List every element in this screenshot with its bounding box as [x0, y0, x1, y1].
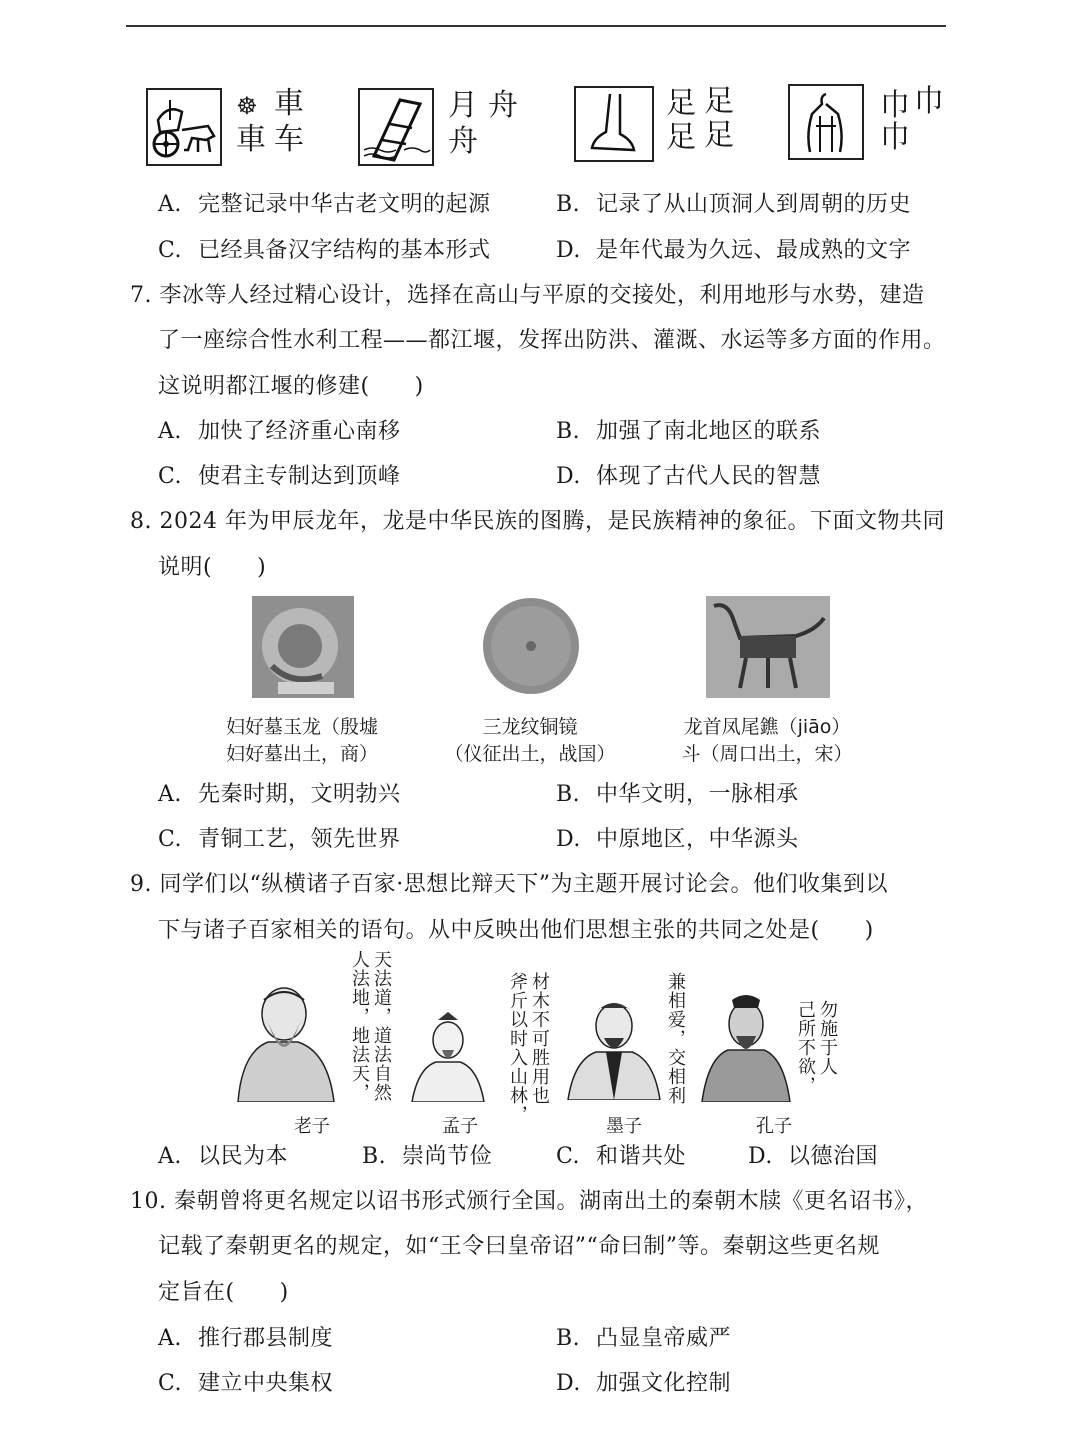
q6-option-b[interactable]: B. 记录了从山顶洞人到周朝的历史 [556, 192, 912, 217]
q6-glyph-4-tl: 巾 [880, 88, 910, 123]
chariot-pictograph [146, 88, 222, 166]
mozi-quote: 兼相爱，交相利 [665, 972, 686, 1105]
q7-option-d[interactable]: D. 体现了古代人民的智慧 [556, 464, 822, 489]
q9-stem-line-2: 下与诸子百家相关的语句。从中反映出他们思想主张的共同之处是( ) [158, 918, 874, 943]
jade-dragon-photo [252, 596, 354, 698]
q6-option-a[interactable]: A. 完整记录中华古老文明的起源 [158, 192, 491, 217]
laozi-quote-a: 人法地，地法天， [349, 950, 370, 1102]
q6-glyph-2-tr: 舟 [488, 88, 518, 123]
q7-stem-line-1: 7. 李冰等人经过精心设计，选择在高山与平原的交接处，利用地形与水势，建造 [130, 283, 925, 308]
q9-option-a[interactable]: A. 以民为本 [158, 1144, 289, 1169]
q10-option-b[interactable]: B. 凸显皇帝威严 [556, 1326, 732, 1351]
foot-icon [576, 88, 652, 160]
q8-option-b[interactable]: B. 中华文明，一脉相承 [556, 782, 799, 807]
q10-option-d[interactable]: D. 加强文化控制 [556, 1371, 732, 1396]
foot-pictograph [574, 86, 654, 162]
q6-glyph-1-tr: 車 [274, 86, 304, 121]
confucius-portrait [700, 992, 792, 1102]
q6-glyph-1-tl: ☸ [236, 92, 258, 120]
q6-glyph-2-tl: 月 [448, 88, 478, 123]
q6-glyph-1-br: 车 [274, 122, 304, 157]
mozi-portrait [566, 994, 662, 1100]
q9-stem-line-1: 9. 同学们以“纵横诸子百家·思想比辩天下”为主题开展讨论会。他们收集到以 [130, 872, 888, 897]
q6-option-c[interactable]: C. 已经具备汉字结构的基本形式 [158, 238, 491, 263]
artifact-caption-3: 龙首凤尾鐎（jiāo） 斗（周口出土，宋） [681, 716, 853, 765]
mencius-quote-b: 材木不可胜用也 [529, 972, 550, 1105]
q6-glyph-2-bl: 舟 [448, 124, 478, 159]
q6-glyph-3-bl: 足 [666, 120, 696, 155]
boat-pictograph [358, 88, 434, 166]
cloth-icon [790, 86, 862, 158]
q7-option-b[interactable]: B. 加强了南北地区的联系 [556, 419, 822, 444]
laozi-quote-b: 天法道，道法自然 [371, 950, 392, 1102]
q6-glyph-4-bl: 巾 [880, 120, 910, 155]
top-rule [126, 25, 946, 27]
laozi-portrait [228, 982, 338, 1102]
q7-stem-line-2: 了一座综合性水利工程——都江堰，发挥出防洪、灌溉、水运等多方面的作用。 [158, 328, 946, 353]
mencius-portrait [408, 1012, 488, 1102]
q9-option-c[interactable]: C. 和谐共处 [556, 1144, 687, 1169]
q8-stem-line-2: 说明( ) [158, 555, 267, 580]
q10-stem-line-3: 定旨在( ) [158, 1280, 289, 1305]
q8-stem-line-1: 8. 2024 年为甲辰龙年，龙是中华民族的图腾，是民族精神的象征。下面文物共同 [130, 509, 945, 534]
mencius-name: 孟子 [442, 1116, 478, 1137]
q6-glyph-3-tl: 足 [666, 86, 696, 121]
q7-option-c[interactable]: C. 使君主专制达到顶峰 [158, 464, 401, 489]
q8-option-d[interactable]: D. 中原地区，中华源头 [556, 827, 799, 852]
q7-stem-line-3: 这说明都江堰的修建( ) [158, 374, 424, 399]
artifact-caption-1: 妇好墓玉龙（殷墟 妇好墓出土，商） [225, 716, 378, 765]
q10-stem-line-1: 10. 秦朝曾将更名规定以诏书形式颁行全国。湖南出土的秦朝木牍《更名诏书》， [130, 1189, 928, 1214]
cloth-pictograph [788, 84, 864, 160]
confucius-name: 孔子 [756, 1116, 792, 1137]
q10-option-c[interactable]: C. 建立中央集权 [158, 1371, 334, 1396]
confucius-quote-b: 勿施于人 [817, 1000, 838, 1076]
confucius-quote-a: 己所不欲， [795, 1000, 816, 1095]
bronze-vessel-photo [706, 596, 830, 698]
q8-option-c[interactable]: C. 青铜工艺，领先世界 [158, 827, 401, 852]
q10-stem-line-2: 记载了秦朝更名的规定，如“王令曰皇帝诏”“命曰制”等。秦朝这些更名规 [158, 1234, 880, 1259]
q7-option-a[interactable]: A. 加快了经济重心南移 [158, 419, 401, 444]
q6-glyph-1-bl: 車 [236, 122, 266, 157]
q9-option-d[interactable]: D. 以德治国 [748, 1144, 879, 1169]
q6-glyph-4-tr: 巾 [914, 84, 944, 119]
chariot-icon [148, 90, 220, 164]
mozi-name: 墨子 [606, 1116, 642, 1137]
q8-option-a[interactable]: A. 先秦时期，文明勃兴 [158, 782, 401, 807]
artifact-caption-2: 三龙纹铜镜 （仪征出土，战国） [444, 716, 616, 765]
mencius-quote-a: 斧斤以时入山林， [507, 972, 528, 1124]
q6-glyph-3-tr: 足 [704, 84, 734, 119]
q6-glyph-3-br: 足 [704, 118, 734, 153]
laozi-name: 老子 [294, 1116, 330, 1137]
q6-option-d[interactable]: D. 是年代最为久远、最成熟的文字 [556, 238, 912, 263]
bronze-mirror-photo [478, 596, 584, 696]
q9-option-b[interactable]: B. 崇尚节俭 [362, 1144, 493, 1169]
q10-option-a[interactable]: A. 推行郡县制度 [158, 1326, 334, 1351]
boat-icon [360, 90, 432, 164]
